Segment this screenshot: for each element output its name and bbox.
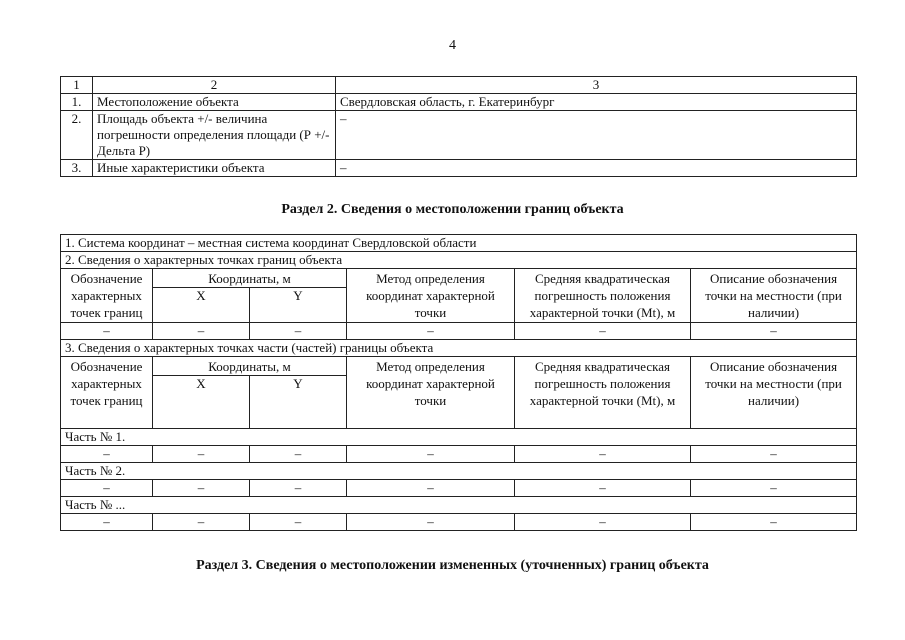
- boundary-points-table: [60, 234, 857, 531]
- row-label: Площадь объекта +/- величина погрешности определения площади (Р +/- Дельта Р): [93, 111, 336, 160]
- page-number: 4: [449, 38, 456, 53]
- dash-cell: –: [250, 480, 347, 497]
- header-cell: 1: [61, 77, 93, 94]
- dash-cell: –: [347, 514, 515, 531]
- method-header: Метод определения координат характерной точки: [347, 357, 515, 429]
- row-number: 2.: [61, 111, 93, 160]
- dash-cell: –: [153, 480, 250, 497]
- dash-cell: –: [347, 323, 515, 340]
- points-title: 2. Сведения о характерных точках границ объекта: [61, 252, 857, 269]
- parts-title: 3. Сведения о характерных точках части (частей) границы объекта: [61, 340, 857, 357]
- part-label-row: [61, 429, 857, 446]
- section-3-title: Раздел 3. Сведения о местоположении измененных (уточненных) границ объекта: [196, 558, 709, 573]
- row-label: Местоположение объекта: [93, 94, 336, 111]
- dash-cell: –: [61, 514, 153, 531]
- dash-cell: –: [515, 480, 691, 497]
- parts-header-row: [61, 357, 857, 376]
- coordinates-header: Координаты, м: [153, 357, 347, 376]
- points-empty-row: [61, 323, 857, 340]
- y-header: Y: [250, 288, 347, 323]
- header-cell: 3: [336, 77, 857, 94]
- dash-cell: –: [61, 323, 153, 340]
- part-empty-row: [61, 514, 857, 531]
- section-2-title: Раздел 2. Сведения о местоположении границ объекта: [281, 202, 624, 217]
- description-header: Описание обозначения точки на местности (при наличии): [691, 269, 857, 323]
- part-empty-row: [61, 446, 857, 463]
- dash-cell: –: [153, 446, 250, 463]
- table-header-row: [61, 77, 857, 94]
- dash-cell: –: [515, 514, 691, 531]
- dash-cell: –: [347, 446, 515, 463]
- row-number: 3.: [61, 160, 93, 177]
- designation-header: Обозначение характерных точек границ: [61, 269, 153, 323]
- part-label: Часть № 1.: [61, 429, 857, 446]
- dash-cell: –: [61, 480, 153, 497]
- dash-cell: –: [61, 446, 153, 463]
- dash-cell: –: [515, 446, 691, 463]
- row-value: Свердловская область, г. Екатеринбург: [336, 94, 857, 111]
- table-row: [61, 160, 857, 177]
- points-title-row: [61, 252, 857, 269]
- part-label: Часть № ...: [61, 497, 857, 514]
- dash-cell: –: [250, 323, 347, 340]
- error-header: Средняя квадратическая погрешность положения характерной точки (Mt), м: [515, 269, 691, 323]
- dash-cell: –: [250, 514, 347, 531]
- dash-cell: –: [153, 514, 250, 531]
- part-empty-row: [61, 480, 857, 497]
- row-label: Иные характеристики объекта: [93, 160, 336, 177]
- dash-cell: –: [691, 480, 857, 497]
- dash-cell: –: [691, 514, 857, 531]
- object-characteristics-table: [60, 76, 857, 177]
- part-label-row: [61, 463, 857, 480]
- coord-system-label: 1. Система координат – местная система координат Свердловской области: [61, 235, 857, 252]
- part-label: Часть № 2.: [61, 463, 857, 480]
- points-header-row: [61, 269, 857, 288]
- dash-cell: –: [153, 323, 250, 340]
- row-value: –: [336, 111, 857, 160]
- dash-cell: –: [347, 480, 515, 497]
- coordinates-header: Координаты, м: [153, 269, 347, 288]
- error-header: Средняя квадратическая погрешность положения характерной точки (Mt), м: [515, 357, 691, 429]
- designation-header: Обозначение характерных точек границ: [61, 357, 153, 429]
- part-label-row: [61, 497, 857, 514]
- coord-system-row: [61, 235, 857, 252]
- dash-cell: –: [250, 446, 347, 463]
- header-cell: 2: [93, 77, 336, 94]
- row-number: 1.: [61, 94, 93, 111]
- parts-title-row: [61, 340, 857, 357]
- method-header: Метод определения координат характерной точки: [347, 269, 515, 323]
- dash-cell: –: [515, 323, 691, 340]
- table-row: [61, 94, 857, 111]
- y-header: Y: [250, 376, 347, 429]
- x-header: X: [153, 376, 250, 429]
- description-header: Описание обозначения точки на местности (при наличии): [691, 357, 857, 429]
- dash-cell: –: [691, 323, 857, 340]
- dash-cell: –: [691, 446, 857, 463]
- row-value: –: [336, 160, 857, 177]
- table-row: [61, 111, 857, 160]
- x-header: X: [153, 288, 250, 323]
